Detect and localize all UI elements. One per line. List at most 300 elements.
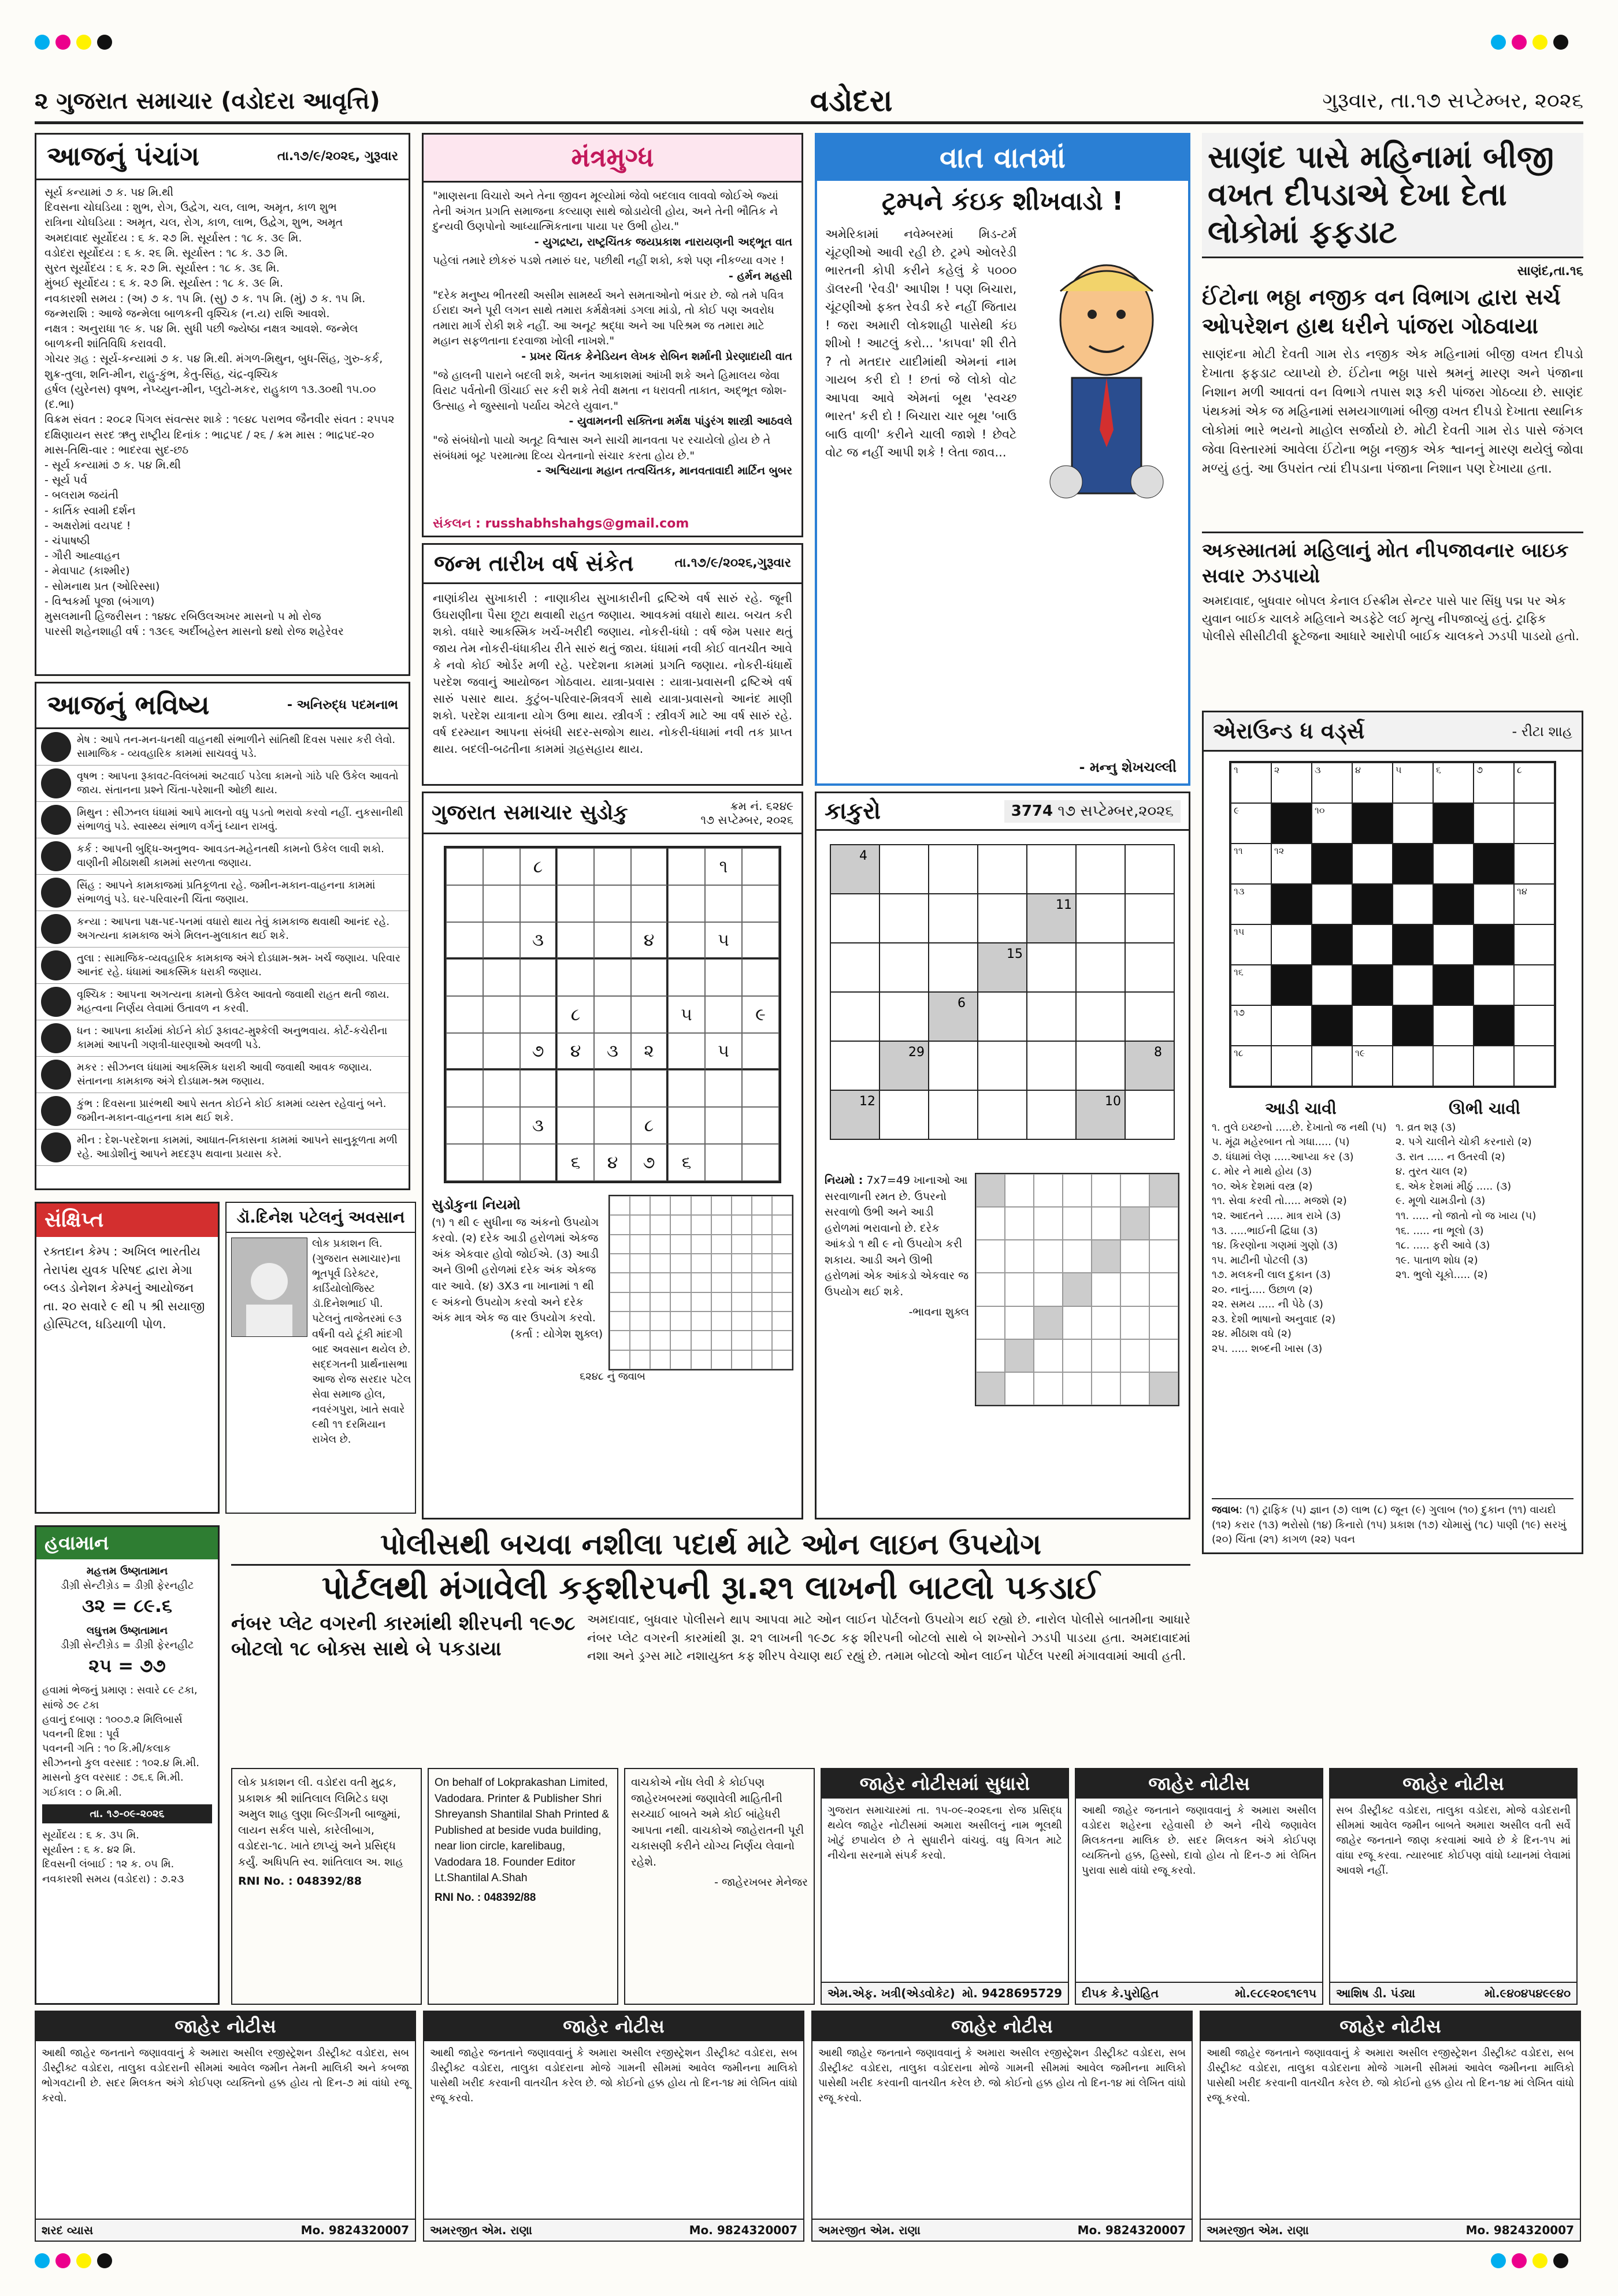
crossword-cell[interactable]	[1514, 1005, 1554, 1046]
notice-title: જાહેર નોટીસ	[1201, 2012, 1580, 2041]
janma-title: જન્મ તારીખ વર્ષ સંકેત	[434, 551, 634, 576]
sudoku-cell[interactable]: ૫	[705, 922, 742, 959]
sudoku-prev-cell	[772, 1292, 792, 1312]
sudoku-cell[interactable]	[742, 848, 779, 885]
kakuro-cell[interactable]	[1076, 992, 1125, 1041]
sudoku-cell[interactable]: ૫	[668, 996, 705, 1033]
sudoku-cell[interactable]	[668, 959, 705, 996]
sudoku-cell[interactable]	[483, 1033, 520, 1070]
sudoku-cell[interactable]	[742, 922, 779, 959]
zodiac-icon	[41, 878, 71, 908]
quote-text: "જે હાલની પારાને બદલી શકે, અનંત આકાશમાં આંખી શકે અને હિમાલય જેવા વિરાટ પર્વતોની ઊંચાઈ સર કરી શકે તેવી ક્ષમતા ન ધરાવતી તાકાત, અદ્ભૂત જોશ-ઉત્સાહ ને જુસ્સાનો પર્યાય એટલે યુવાન."	[433, 369, 787, 413]
crossword-cell[interactable]	[1231, 924, 1271, 965]
sudoku-cell[interactable]	[594, 885, 631, 922]
panchang-line: જન્મરાશિ : આજે જન્મેલા બાળકની વૃશ્ચિક (ન.ય) રાશિ આવશે.	[44, 307, 330, 320]
kakuro-cell[interactable]	[978, 1090, 1027, 1139]
weather-min-values: ૨૫ = ૭૭	[88, 1654, 166, 1677]
sudoku-cell[interactable]	[668, 848, 705, 885]
sudoku-cell[interactable]	[446, 959, 483, 996]
kakuro-cell[interactable]	[830, 1041, 879, 1090]
crossword-black-cell	[1433, 965, 1474, 1005]
crossword-cell[interactable]	[1433, 924, 1474, 965]
kakuro-cell[interactable]	[1125, 1090, 1174, 1139]
crossword-cell[interactable]	[1271, 924, 1312, 965]
sudoku-cell[interactable]	[742, 1070, 779, 1107]
sudoku-cell[interactable]	[446, 1033, 483, 1070]
sudoku-prev-cell	[630, 1331, 650, 1350]
sudoku-cell[interactable]	[483, 1107, 520, 1144]
across-clue: ૧૦. એક દેશમાં વસ્ત્ર (૨)	[1212, 1180, 1313, 1192]
sudoku-cell[interactable]	[483, 1070, 520, 1107]
crossword-black-cell	[1271, 965, 1312, 1005]
kakuro-cell[interactable]	[1027, 845, 1076, 894]
sudoku-prev-note: ૬૨૪૮ નું જવાબ	[580, 1370, 645, 1383]
notice-contact: Mo. 9824320007	[1465, 2223, 1574, 2237]
kakuro-cell[interactable]	[1125, 943, 1174, 992]
sudoku-prev-cell	[650, 1196, 670, 1215]
weather-line: પવનની ગતિ : ૧૦ કિ.મી/કલાક	[42, 1743, 171, 1755]
notice-contact: મો.૯૮૯૨૦૬૧૯૧૫	[1235, 1986, 1316, 2000]
down-clue: ૧૬. ..... ના ભૂલો (૩)	[1396, 1224, 1484, 1237]
sudoku-cell[interactable]	[594, 922, 631, 959]
across-clue: ૧. તુલે ઇચ્છનો .....છે. દેખાતો જ નથી (૫)	[1212, 1121, 1387, 1134]
sudoku-cell[interactable]	[742, 885, 779, 922]
across-clue: ૮. મોર ને માથે હોય (૩)	[1212, 1165, 1312, 1178]
kakuro-prev-cell	[976, 1372, 1005, 1405]
kakuro-cell[interactable]	[1125, 894, 1174, 943]
crossword-cell[interactable]	[1433, 844, 1474, 884]
crossword-answers: જવાબ: (૧) ટ્રાફિક (૫) જ્ઞાન (૭) લાભ (૮) જૂન (૯) ગુલાબ (૧૦) દુકાન (૧૧) વાયદો (૧૨) કરાર (૧૩) ભરોસો (૧૪) કિનારો (૧૫) પ્રકાશ (૧૭) ચોમાસું (૧૮) પાણી (૧૯) સરખું (૨૦) ચિંતા (૨૧) કાગળ (૨૨) પવન	[1212, 1498, 1574, 1547]
sudoku-cell[interactable]: ૪	[557, 1033, 594, 1070]
crossword-cell[interactable]	[1474, 1046, 1514, 1086]
zodiac-icon	[41, 805, 71, 835]
sudoku-cell[interactable]	[631, 996, 668, 1033]
sudoku-cell[interactable]	[446, 1144, 483, 1181]
sudoku-prev-cell	[691, 1215, 711, 1234]
sudoku-prev-cell	[630, 1292, 650, 1312]
sudoku-cell[interactable]	[668, 1107, 705, 1144]
sudoku-cell[interactable]: ૮	[557, 996, 594, 1033]
sudoku-cell[interactable]	[705, 1070, 742, 1107]
sudoku-title: ગુજરાત સમાચાર સુડોકુ	[432, 801, 628, 824]
sudoku-cell[interactable]	[668, 922, 705, 959]
kakuro-cell[interactable]	[978, 845, 1027, 894]
sudoku-cell[interactable]	[631, 848, 668, 885]
crossword-cell[interactable]	[1514, 844, 1554, 884]
kakuro-prev-cell	[1092, 1372, 1120, 1405]
kakuro-cell[interactable]	[929, 894, 978, 943]
crossword-answers-text: (૧) ટ્રાફિક (૫) જ્ઞાન (૭) લાભ (૮) જૂન (૯) ગુલાબ (૧૦) દુકાન (૧૧) વાયદો (૧૨) કરાર (૧૩) ભરોસો (૧૪) કિનારો (૧૫) પ્રકાશ (૧૭) ચોમાસું (૧૮) પાણી (૧૯) સરખું (૨૦) ચિંતા (૨૧) કાગળ (૨૨) પવન	[1212, 1504, 1567, 1545]
horoscope-item	[36, 1093, 409, 1130]
vaat-title: વાત વાતમાં	[817, 135, 1188, 181]
crossword-cell[interactable]	[1393, 884, 1433, 924]
sudoku-cell[interactable]: ૨	[631, 1033, 668, 1070]
crossword-cell[interactable]	[1231, 884, 1271, 924]
sudoku-cell[interactable]	[631, 885, 668, 922]
sudoku-cell[interactable]	[594, 1070, 631, 1107]
down-clue: ૬. એક દેશમાં મીઠું ..... (૩)	[1396, 1180, 1512, 1192]
sudoku-prev-cell	[610, 1350, 630, 1369]
kakuro-cell[interactable]	[1125, 992, 1174, 1041]
kakuro-cell[interactable]	[830, 943, 879, 992]
sudoku-prev-cell	[711, 1273, 732, 1292]
sudoku-cell[interactable]: ૮	[631, 1107, 668, 1144]
kakuro-cell[interactable]	[830, 845, 879, 894]
sudoku-cell[interactable]	[594, 996, 631, 1033]
sudoku-cell[interactable]: ૪	[594, 1144, 631, 1181]
sudoku-prev-cell	[752, 1215, 772, 1234]
sudoku-prev-cell	[772, 1235, 792, 1254]
sudoku-cell[interactable]	[446, 848, 483, 885]
crossword-cell[interactable]	[1271, 844, 1312, 884]
sudoku-number: ક્રમ નં. ૬૨૪૯	[730, 799, 793, 813]
sudoku-cell[interactable]	[742, 1107, 779, 1144]
kakuro-cell[interactable]	[929, 1090, 978, 1139]
panchang-line: - મેવાપાટ (કાશ્મીર)	[44, 564, 130, 578]
mantra-title: મંત્રમુગ્ધ	[424, 135, 801, 183]
horoscope-item	[36, 1020, 409, 1057]
crossword-cell[interactable]	[1312, 763, 1352, 803]
sudoku-prev-cell	[630, 1196, 650, 1215]
crossword-cell[interactable]	[1352, 844, 1393, 884]
notice-contact: મો.૯૪૦૪૫૪૯૯૪૦	[1484, 1986, 1571, 2000]
sudoku-prev-cell	[711, 1331, 732, 1350]
sudoku-cell[interactable]: ૬	[668, 1144, 705, 1181]
imprint-left	[231, 1768, 422, 2005]
crossword-cell[interactable]	[1514, 763, 1554, 803]
kakuro-rules: 7x7=49 ખાનાઓ આ સરવાળાની રમત છે. ઉપરનો સરવાળો ઉભી અને આડી હરોળમાં ભરાવાનો છે. દરેક આંકડો ૧ થી ૯ નો ઉપયોગ કરી શકાય. આડી અને ઊભી હરોળમાં એક આંકડો એકવાર જ ઉપયોગ થઈ શકે.	[825, 1174, 969, 1298]
sudoku-cell[interactable]: ૪	[631, 922, 668, 959]
sudoku-prev-cell	[650, 1254, 670, 1273]
crossword-cell[interactable]	[1352, 763, 1393, 803]
sudoku-cell[interactable]	[557, 922, 594, 959]
sudoku-cell[interactable]	[631, 959, 668, 996]
sudoku-cell[interactable]	[483, 996, 520, 1033]
sudoku-prev-cell	[691, 1235, 711, 1254]
notice-footer	[812, 2219, 1192, 2241]
horoscope-text: વૃશ્ચિક : આપના અગત્યના કામનો ઉકેલ આવતો જવાથી રાહત થતી જાય. મહત્વના નિર્ણય લેવામાં ઉતાવળ ન કરવી.	[77, 988, 389, 1015]
sudoku-prev-cell	[711, 1215, 732, 1234]
sudoku-prev-cell	[732, 1350, 752, 1369]
sudoku-cell[interactable]	[631, 1070, 668, 1107]
sudoku-cell[interactable]	[705, 996, 742, 1033]
sudoku-cell[interactable]	[594, 1107, 631, 1144]
police-subhead: નંબર પ્લેટ વગરની કારમાંથી શીરપની ૧૯૭૮ બોટલો ૧૮ બોક્સ સાથે બે પકડાયા	[231, 1612, 576, 1661]
kakuro-cell[interactable]	[879, 845, 929, 894]
crossword-cell[interactable]	[1231, 965, 1271, 1005]
crossword-cell[interactable]	[1352, 1046, 1393, 1086]
weather-line: હવાનું દબાણ : ૧૦૦૭.૨ મિલિબાર્સ	[42, 1713, 183, 1726]
sudoku-cell[interactable]: ૩	[520, 922, 557, 959]
horoscope-item	[36, 984, 409, 1020]
kakuro-cell[interactable]	[1076, 1041, 1125, 1090]
public-notice	[1329, 1768, 1578, 2005]
crossword-cell[interactable]	[1312, 803, 1352, 844]
weather-line: હવામાં ભેજનું પ્રમાણ : સવારે ૮૯ ટકા, સાંજે ૭૯ ટકા	[42, 1684, 198, 1711]
sudoku-cell[interactable]	[705, 1144, 742, 1181]
crossword-cell[interactable]	[1433, 763, 1474, 803]
caricature-image	[1025, 222, 1188, 545]
crossword-cell[interactable]	[1231, 1046, 1271, 1086]
crossword-number: ૨	[1274, 764, 1280, 775]
quote-text: "જે સંબંધોનો પાયો અતૂટ વિશ્વાસ અને સાચી માનવતા પર રચાયેલો હોય છે તે સંબંધમાં બૂટ પરમાત્મા દિવ્ય ચેતનાનો સંચાર કરતા હોય છે."	[433, 433, 771, 462]
down-clue: ૨. પગે ચાલીને ચોકી કરનારો (૨)	[1396, 1136, 1532, 1149]
police-news	[231, 1525, 1190, 1756]
sudoku-prev-cell	[691, 1273, 711, 1292]
crossword-cell[interactable]	[1474, 965, 1514, 1005]
kakuro-cell[interactable]	[1125, 845, 1174, 894]
kakuro-clue: 6	[958, 996, 966, 1010]
sudoku-cell[interactable]	[520, 996, 557, 1033]
notice-title: જાહેર નોટીસ	[1330, 1769, 1576, 1799]
kakuro-cell[interactable]	[978, 992, 1027, 1041]
sudoku-cell[interactable]	[557, 1070, 594, 1107]
crossword-cell[interactable]	[1514, 924, 1554, 965]
kakuro-cell[interactable]	[1027, 992, 1076, 1041]
sudoku-prev-cell	[650, 1350, 670, 1369]
sudoku-cell[interactable]	[742, 1144, 779, 1181]
obituary-title: ડૉ.દિનેશ પટેલનું અવસાન	[227, 1203, 415, 1233]
crossword-cell[interactable]	[1271, 1046, 1312, 1086]
crossword-cell[interactable]	[1271, 763, 1312, 803]
kakuro-cell[interactable]	[830, 894, 879, 943]
kakuro-prev-cell	[1005, 1240, 1034, 1273]
kakuro-prev-cell	[1120, 1240, 1149, 1273]
kakuro-prev-cell	[1092, 1339, 1120, 1372]
sudoku-cell[interactable]	[742, 1033, 779, 1070]
panchang-line: નક્ષત્ર : અનુરાધા ૧૯ ક. ૫૪ મિ. સુધી પછી જ્યેષ્ઠા નક્ષત્ર આવશે. જન્મેલ બાળકની શાંતિવિધિ કરાવવી.	[44, 322, 358, 351]
sudoku-rules: (૧) ૧ થી ૯ સુધીના જ અંકનો ઉપયોગ કરવો. (૨) દરેક આડી હરોળમાં એકજ અંક એકવાર હોવો જોઈએ. (૩) આડી અને ઊભી હરોળમાં દરેક અંક એકજ વાર આવે. (૪) ૩X૩ ના ખાનામાં ૧ થી ૯ અંકનો ઉપયોગ કરવો અને દરેક અંક માત્ર એક જ વાર ઉપયોગ કરવો.	[432, 1216, 599, 1325]
kakuro-prev-cell	[1149, 1174, 1178, 1207]
sudoku-cell[interactable]: ૮	[520, 848, 557, 885]
sudoku-cell[interactable]	[446, 922, 483, 959]
sudoku-prev-cell	[732, 1215, 752, 1234]
sudoku-cell[interactable]: ૬	[557, 1144, 594, 1181]
horoscope-item	[36, 911, 409, 948]
kakuro-prev-cell	[1034, 1339, 1063, 1372]
sudoku-cell[interactable]	[483, 885, 520, 922]
weather-date: તા. ૧૭-૦૯-૨૦૨૬	[42, 1804, 212, 1823]
sudoku-cell[interactable]	[483, 848, 520, 885]
janma-text: નાણાંકીય સુખાકારી : નાણાકીય સુખાકારીની દ્રષ્ટિએ વર્ષ સારું રહે. જૂની ઉઘરાણીના પૈસા છૂટા થવાથી રાહત જણાય. આવકમાં વધારો થાય. બચત કરી શકો. વધારે આકસ્મિક ખર્ચ-ખરીદી જણાય. નોકરી-ધંધો : વર્ષ જેમ પસાર થતું જાય તેમ નોકરી-ધંધાકીય રીતે સારું થતું જાય. ધંધામાં નવી કોઈ વાતચીત આવે કે નવો કોઈ ઓર્ડર મળી રહે. પરદેશના કામમાં પ્રગતિ જણાય. નોકરી-ધંધાર્થે પરદેશ જવાનું આયોજન ગોઠવાય. યાત્રા-પ્રવાસ : યાત્રા-પ્રવાસની દ્રષ્ટિએ વર્ષ સારું પસાર થાય. કુટુંબ-પરિવાર-મિત્રવર્ગ સાથે યાત્રા-પ્રવાસનો આનંદ માણી શકો. પરદેશ યાત્રાના યોગ ઉભા થાય. સ્ત્રીવર્ગ : સ્ત્રીવર્ગ માટે આ વર્ષ સારું રહે. વર્ષ દરમ્યાન આપના સંબંધી સદર-સજોગ થાય. નોકરી-ધંધામાં નવી તક પ્રાપ્ત થાય. બદલી-બઢતીના કામમાં ગ્રહસહાય થાય.	[433, 591, 792, 756]
kakuro-cell[interactable]	[830, 992, 879, 1041]
sudoku-cell[interactable]	[446, 1107, 483, 1144]
sudoku-cell[interactable]: ૭	[520, 1033, 557, 1070]
zodiac-icon	[41, 987, 71, 1017]
crossword-cell[interactable]	[1352, 1005, 1393, 1046]
zodiac-icon	[41, 950, 71, 980]
janma-box	[422, 543, 803, 786]
kakuro-cell[interactable]	[929, 943, 978, 992]
down-clue: ૧૧. ..... નો જાતો નો જ ખાય (૫)	[1396, 1210, 1537, 1223]
sudoku-cell[interactable]	[594, 959, 631, 996]
kakuro-cell[interactable]	[1076, 894, 1125, 943]
crossword-cell[interactable]	[1514, 965, 1554, 1005]
kakuro-prev-cell	[1149, 1240, 1178, 1273]
notice-text: ગુજરાત સમાચારમાં તા. ૧૫-૦૯-૨૦૨૬ના રોજ પ્રસિદ્ધ થયેલ જાહેર નોટીસમાં અમારા અસીલનું નામ ભૂલથી ખોટું છપાયેલ છે તે સુધારીને વાંચવું. વધુ વિગત માટે નીચેના સરનામે સંપર્ક કરવો.	[827, 1804, 1062, 1862]
sudoku-cell[interactable]: ૩	[594, 1033, 631, 1070]
imprint-right-rni: RNI No. : 048392/88	[435, 1891, 536, 1904]
crossword-cell[interactable]	[1312, 884, 1352, 924]
kakuro-cell[interactable]	[1027, 1041, 1076, 1090]
sudoku-cell[interactable]	[594, 848, 631, 885]
down-clue: ૩. રાત ..... ન ઉતરવી (૨)	[1396, 1150, 1505, 1163]
kakuro-cell[interactable]	[1076, 943, 1125, 992]
kakuro-creator: -ભાવના શુક્લ	[908, 1306, 969, 1319]
notice-title: જાહેર નોટીસ	[36, 2012, 415, 2041]
sudoku-cell[interactable]	[520, 959, 557, 996]
notice-text: આથી જાહેર જનતાને જણાવવાનું કે અમારા અસીલ રજીસ્ટ્રેશન ડીસ્ટ્રીક્ટ વડોદરા, સબ ડીસ્ટ્રીક્ટ વડોદરા, તાલુકા વડોદરાની સીમમાં આવેલ જમીન તેમની માલિકી અને કબજા ભોગવટાની છે. સદર મિલકત અંગે કોઈપણ વ્યક્તિનો હક્ક હોય તો દિન-૭ માં વાંધો રજૂ કરવો.	[42, 2047, 409, 2105]
public-notice	[423, 2011, 804, 2242]
mantra-quotes	[424, 183, 801, 488]
sudoku-cell[interactable]	[705, 959, 742, 996]
sudoku-cell[interactable]	[446, 885, 483, 922]
crossword-cell[interactable]	[1312, 1046, 1352, 1086]
sudoku-prev-cell	[630, 1350, 650, 1369]
sudoku-cell[interactable]	[557, 848, 594, 885]
crossword-black-cell	[1433, 884, 1474, 924]
crossword-black-cell	[1271, 884, 1312, 924]
public-notice	[811, 2011, 1193, 2242]
bhavishya-list	[36, 729, 409, 1166]
sudoku-cell[interactable]	[705, 1107, 742, 1144]
sudoku-cell[interactable]: ૭	[631, 1144, 668, 1181]
crossword-cell[interactable]	[1514, 884, 1554, 924]
across-clue: ૨૩. દેશી ભાષાનો અનુવાદ (૨)	[1212, 1313, 1336, 1325]
quote-text: પહેલાં તમારે છોકરું પડશે તમારું ઘર, પછીથી નહીં શકો, કશે પણ નીકળ્યા વગર !	[433, 254, 785, 268]
sudoku-cell[interactable]	[483, 922, 520, 959]
crossword-number: ૧૫	[1234, 926, 1245, 937]
crossword-cell[interactable]	[1231, 803, 1271, 844]
crossword-cell[interactable]	[1474, 884, 1514, 924]
kakuro-prev-cell	[1034, 1174, 1063, 1207]
sudoku-cell[interactable]: ૧	[705, 848, 742, 885]
crossword-cell[interactable]	[1393, 965, 1433, 1005]
kakuro-cell[interactable]	[879, 992, 929, 1041]
masthead-left: ૨ ગુજરાત સમાચાર (વડોદરા આવૃત્તિ)	[35, 88, 380, 114]
sudoku-cell[interactable]	[446, 1070, 483, 1107]
crossword-cell[interactable]	[1231, 1005, 1271, 1046]
crossword-cell[interactable]	[1514, 1046, 1554, 1086]
kakuro-prev-cell	[1034, 1306, 1063, 1339]
kakuro-prev-cell	[1149, 1339, 1178, 1372]
sudoku-grid	[444, 846, 781, 1183]
across-clue: ૧૭. મલકની લાલ દુકાન (૩)	[1212, 1269, 1331, 1281]
sudoku-rules-title: સુડોકુના નિયમો	[432, 1197, 521, 1213]
kakuro-prev-cell	[1149, 1372, 1178, 1405]
crossword-box	[1202, 711, 1583, 1554]
imprint-left-text: લોક પ્રકાશન લી. વડોદરા વતી મુદ્રક, પ્રકાશક શ્રી શાંતિલાલ લિમિટેડ ઘણ અમુલ શાહ લુણા બિલ્ડીંગની બાજુમાં, લાયન સર્કલ પાસે, કારેલીબાગ, વડોદરા-૧૮. ખાતે છાપ્યું અને પ્રસિદ્ધ કર્યું. અધિપતિ સ્વ. શાંતિલાલ અ. શાહ	[238, 1776, 403, 1868]
crossword-cell[interactable]	[1312, 965, 1352, 1005]
kakuro-cell[interactable]	[929, 1041, 978, 1090]
kakuro-cell[interactable]	[879, 943, 929, 992]
sudoku-cell[interactable]	[557, 885, 594, 922]
kakuro-cell[interactable]	[978, 1041, 1027, 1090]
sudoku-cell[interactable]	[557, 1107, 594, 1144]
sudoku-cell[interactable]	[483, 959, 520, 996]
kakuro-cell[interactable]	[1125, 1041, 1174, 1090]
notice-footer	[424, 2219, 803, 2241]
kakuro-cell[interactable]	[978, 894, 1027, 943]
sudoku-prev-cell	[752, 1312, 772, 1331]
kakuro-cell[interactable]	[879, 894, 929, 943]
crossword-cell[interactable]	[1231, 844, 1271, 884]
crossword-number: ૧૪	[1517, 886, 1527, 897]
kakuro-cell[interactable]	[929, 845, 978, 894]
zodiac-icon	[41, 841, 71, 871]
zodiac-icon	[41, 732, 71, 762]
crossword-cell[interactable]	[1474, 763, 1514, 803]
sudoku-prev-cell	[630, 1254, 650, 1273]
sudoku-prev-cell	[610, 1273, 630, 1292]
crossword-cell[interactable]	[1393, 803, 1433, 844]
crossword-cell[interactable]	[1514, 803, 1554, 844]
kakuro-prev-answer	[975, 1173, 1179, 1406]
kakuro-cell[interactable]	[929, 992, 978, 1041]
sudoku-cell[interactable]	[668, 1033, 705, 1070]
across-clue: ૫. મૂંઢા મહેરબાન તો ગધા..... (૫)	[1212, 1136, 1350, 1149]
kakuro-prev-cell	[1063, 1240, 1092, 1273]
crossword-cell[interactable]	[1393, 763, 1433, 803]
kakuro-cell[interactable]	[879, 1090, 929, 1139]
sudoku-prev-cell	[732, 1312, 752, 1331]
horoscope-text: તુલા : સામાજિક-વ્યવહારિક કામકાજ અંગે દોડધામ-શ્રમ- ખર્ચ જણાય. પરિવાર આનંદ રહે. ધંધામાં આકસ્મિક ધરાકી જણાય.	[77, 952, 400, 978]
crossword-number: ૧૨	[1274, 845, 1285, 856]
kakuro-cell[interactable]	[1076, 845, 1125, 894]
sudoku-cell[interactable]: ૫	[705, 1033, 742, 1070]
crossword-cell[interactable]	[1433, 1046, 1474, 1086]
sudoku-prev-cell	[670, 1273, 691, 1292]
sudoku-cell[interactable]	[705, 885, 742, 922]
kakuro-prev-cell	[1149, 1273, 1178, 1306]
sudoku-cell[interactable]	[742, 959, 779, 996]
kakuro-cell[interactable]	[1027, 1090, 1076, 1139]
horoscope-item	[36, 838, 409, 875]
crossword-cell[interactable]	[1474, 803, 1514, 844]
kakuro-prev-cell	[1120, 1339, 1149, 1372]
crossword-cell[interactable]	[1271, 1005, 1312, 1046]
sudoku-cell[interactable]	[520, 1144, 557, 1181]
notice-text: આથી જાહેર જનતાને જણાવવાનું કે અમારા અસીલ રજીસ્ટ્રેશન ડીસ્ટ્રીક્ટ વડોદરા, સબ ડીસ્ટ્રીક્ટ વડોદરા, તાલુકા વડોદરાના મોજે ગામની સીમમાં આવેલ જમીનના માલિકો પાસેથી ખરીદ કરવાની વાતચીત કરેલ છે. જો કોઈનો હક્ક હોય તો દિન-૧૪ માં લેખિત વાંધો રજૂ કરવો.	[1207, 2047, 1574, 2105]
kakuro-cell[interactable]	[1027, 943, 1076, 992]
crossword-cell[interactable]	[1433, 1005, 1474, 1046]
sudoku-cell[interactable]	[520, 885, 557, 922]
across-clue: ૧૫. માટીની પોટલી (૩)	[1212, 1254, 1308, 1266]
sudoku-cell[interactable]	[668, 885, 705, 922]
notice-text: સબ ડીસ્ટ્રીક્ટ વડોદરા, તાલુકા વડોદરા, મોજે વડોદરાની સીમમાં આવેલ જમીન બાબતે અમારા અસીલ વતી સર્વે જાહેર જનતાને જાણ કરવામાં આવે છે કે દિન-૧૫ માં વાંધા રજૂ કરવા. ત્યારબાદ કોઈપણ વાંધો ધ્યાનમાં લેવામાં આવશે નહીં.	[1336, 1804, 1571, 1877]
sudoku-cell[interactable]	[446, 996, 483, 1033]
crossword-cell[interactable]	[1352, 924, 1393, 965]
kakuro-prev-cell	[1149, 1306, 1178, 1339]
sudoku-prev-cell	[670, 1350, 691, 1369]
sudoku-prev-cell	[630, 1235, 650, 1254]
sudoku-cell[interactable]	[668, 1070, 705, 1107]
horoscope-item	[36, 875, 409, 911]
sudoku-cell[interactable]: ૩	[520, 1107, 557, 1144]
sudoku-cell[interactable]	[557, 959, 594, 996]
zodiac-icon	[41, 1023, 71, 1053]
sudoku-cell[interactable]: ૯	[742, 996, 779, 1033]
crossword-cell[interactable]	[1393, 1046, 1433, 1086]
sudoku-prev-cell	[772, 1273, 792, 1292]
sudoku-cell[interactable]	[520, 1070, 557, 1107]
registration-marks-bottom-left	[35, 2253, 112, 2268]
panchang-line: નવકારશી સમય : (અ) ૭ ક. ૧૫ મિ. (સુ) ૭ ક. ૧૫ મિ. (મું) ૭ ક. ૧૫ મિ.	[44, 292, 366, 305]
kakuro-prev-cell	[976, 1273, 1005, 1306]
sudoku-cell[interactable]	[483, 1144, 520, 1181]
crossword-cell[interactable]	[1231, 763, 1271, 803]
sudoku-prev-cell	[630, 1215, 650, 1234]
